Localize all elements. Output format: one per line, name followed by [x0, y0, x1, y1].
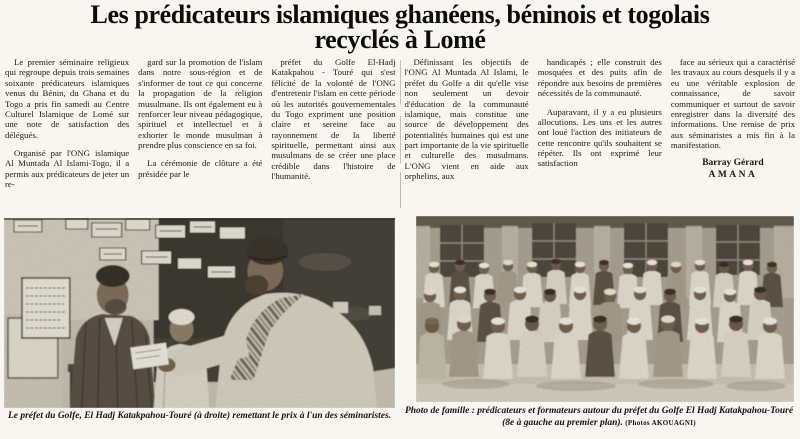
- column-5: [538, 57, 662, 217]
- column-6: [671, 57, 795, 217]
- paragraph: Organisé par l'ONG islamique Al Muntada Al Islami-Togo, il a permis aux prédicateurs de jeter un re-: [5, 148, 130, 190]
- paragraph: face au sérieux qui a caractérisé les travaux au cours desquels il y a eu une véritable explosion de connaissance, de savoir communiquer et surtout de savoir enregistrer dans la diversité des informations. Une remise de prix aux séminaristes a mis fin à la manifestation.: [670, 57, 795, 150]
- headline: [4, 2, 796, 52]
- right-photo-caption: Photo de famille : prédicateurs et formateurs autour du préfet du Golfe El Hadj Katakpahou-Touré (8e à gauche au premier plan). (Photos AKOUAGNI): [404, 406, 794, 428]
- column-3: [271, 57, 395, 217]
- group-photo: [416, 216, 794, 402]
- byline: [671, 158, 795, 182]
- paragraph: Le premier séminaire religieux qui regroupe depuis trois semaines soixante prédicateurs islamiques venus du Bénin, du Ghana et du Togo a pris fin samedi au Centre Culturel Islamique de Lomé sur une note de satisfaction des délégués.: [5, 57, 130, 140]
- paragraph: handicapés ; elle construit des mosquées et des puits afin de répondre aux besoins de premières nécessités de la communauté.: [537, 57, 662, 99]
- photo-credit: (Photos AKOUAGNI): [625, 418, 696, 427]
- headline-line-2: recyclés à Lomé: [314, 25, 486, 54]
- column-rule: [400, 60, 401, 208]
- paragraph: gard sur la promotion de l'islam dans notre sous-région et de s'informer de tout ce qui concerne la propagation de la religion musulmane. Ils ont également eu à renforcer leur niveau pédagogique, spirituel et intellectuel et à exhorter le monde musulman à prendre plus conscience en sa foi.: [138, 57, 263, 150]
- prize-ceremony-photo: [4, 218, 395, 408]
- headline-line-1: Les prédicateurs islamiques ghanéens, béninois et togolais: [90, 0, 710, 29]
- byline-agency: AMANA: [708, 170, 758, 181]
- column-1: [5, 57, 129, 217]
- prize-ceremony-illustration: [4, 218, 395, 408]
- paragraph: Définissant les objectifs de l'ONG Al Muntada Al Islami, le préfet du Golfe a dit qu'elle vise non seulement un devoir d'éducation de la communauté islamique, mais constitue une source de développement des potentialités humaines qui est une part importante de la vie spirituelle et culturelle des musulmans. L'ONG vient en aide aux orphelins, aux: [404, 57, 529, 182]
- paragraph: La cérémonie de clôture a été présidée par le: [138, 158, 263, 179]
- byline-author: Barray Gérard: [702, 158, 764, 169]
- group-photo-illustration: [416, 216, 794, 402]
- left-photo-caption: Le préfet du Golfe, El Hadj Katakpahou-Touré (à droite) remettant le prix à l'un des séminaristes.: [7, 411, 392, 421]
- column-2: [138, 57, 262, 217]
- column-4: [405, 57, 529, 217]
- paragraph: préfet du Golfe El-Hadj Katakpahou - Touré qui s'est félicité de la volonté de l'ONG d'entretenir l'islam en cette période où les autorités gouvernementales du Togo expriment une position claire et sereine face au rayonnement de la liberté spirituelle, permettant ainsi aux musulmans de se créer une place crédible dans l'histoire de l'humanité.: [271, 57, 396, 182]
- paragraph: Auparavant, il y a eu plusieurs allocutions. Les uns et les autres ont loué l'action des initiateurs de cette rencontre qu'ils souhaitent se répéter. Ils ont exprimé leur satisfaction: [537, 106, 662, 169]
